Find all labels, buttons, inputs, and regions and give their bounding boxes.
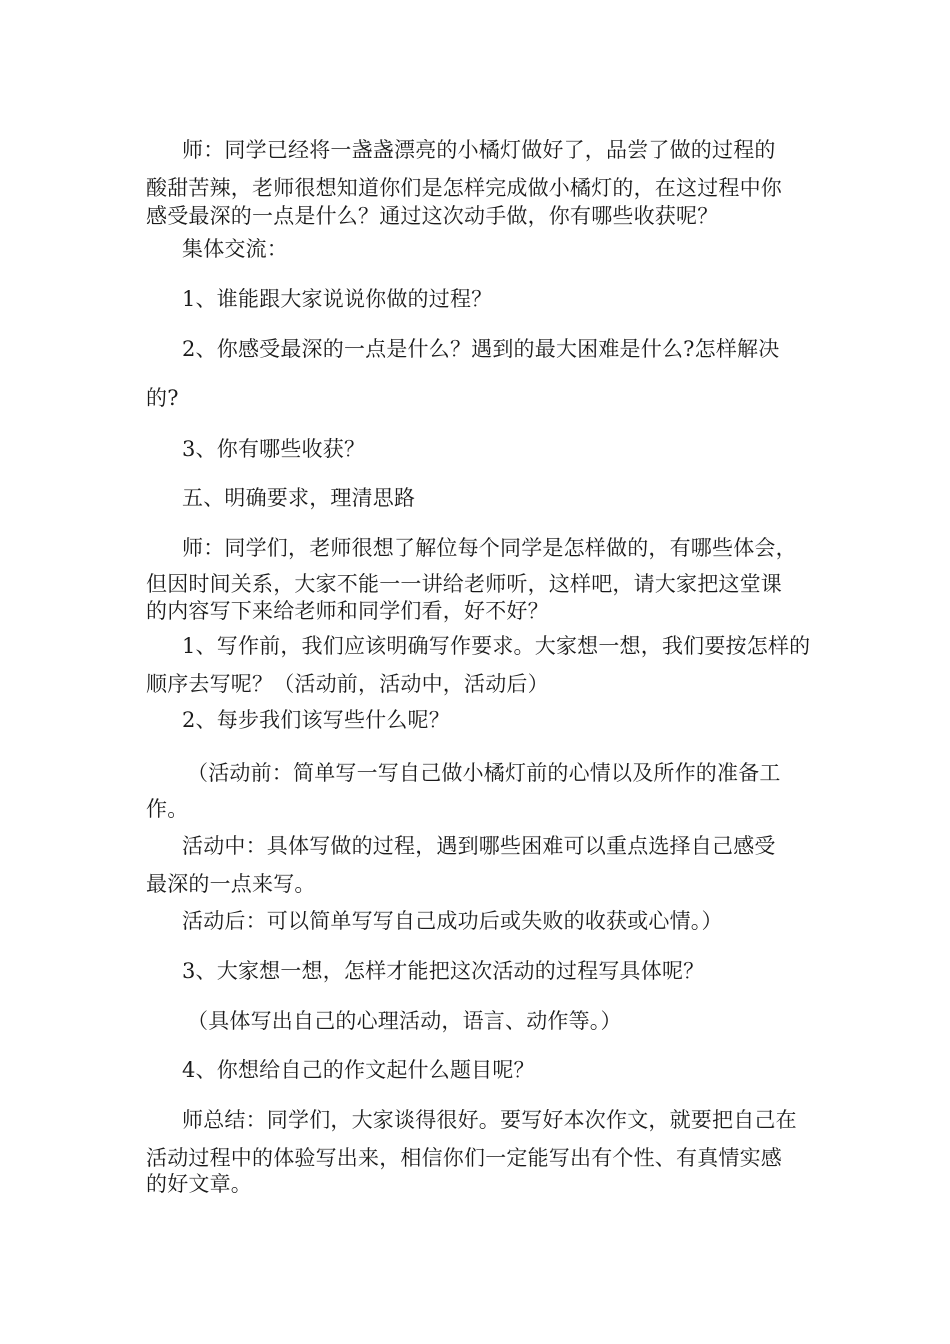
paragraph-8-line-2: 顺序去写呢？（活动前，活动中，活动后） [146,672,549,696]
paragraph-5-line-1: 3、你有哪些收获？ [182,437,366,461]
paragraph-13-line-1: 3、大家想一想，怎样才能把这次活动的过程写具体呢？ [182,959,705,983]
paragraph-2-line-1: 集体交流： [182,237,288,261]
paragraph-12-line-1: 活动后：可以简单写写自己成功后或失败的收获或心情。） [182,909,723,933]
paragraph-4-line-1: 2、你感受最深的一点是什么？遇到的最大困难是什么?怎样解决 [182,337,780,361]
paragraph-16-line-2: 活动过程中的体验写出来，相信你们一定能写出有个性、有真情实感 [146,1146,782,1170]
paragraph-1-line-3: 感受最深的一点是什么？通过这次动手做，你有哪些收获呢？ [146,204,719,228]
section-heading: 五、明确要求，理清思路 [182,486,416,510]
paragraph-15-line-1: 4、你想给自己的作文起什么题目呢？ [182,1058,535,1082]
paragraph-4-line-2: 的? [146,386,179,410]
paragraph-8-line-1: 1、写作前，我们应该明确写作要求。大家想一想，我们要按怎样的 [182,634,811,658]
paragraph-10-line-2: 作。 [146,797,189,821]
paragraph-16-line-1: 师总结：同学们，大家谈得很好。要写好本次作文，就要把自己在 [182,1108,797,1132]
paragraph-9-line-1: 2、每步我们该写些什么呢？ [182,708,450,732]
paragraph-11-line-1: 活动中：具体写做的过程，遇到哪些困难可以重点选择自己感受 [182,834,776,858]
paragraph-7-line-3: 的内容写下来给老师和同学们看，好不好？ [146,599,549,623]
paragraph-16-line-3: 的好文章。 [146,1172,252,1196]
paragraph-7-line-2: 但因时间关系，大家不能一一讲给老师听，这样吧，请大家把这堂课 [146,572,782,596]
paragraph-7-line-1: 师：同学们，老师很想了解位每个同学是怎样做的，有哪些体会， [182,536,797,560]
paragraph-1-line-2: 酸甜苦辣，老师很想知道你们是怎样完成做小橘灯的，在这过程中你 [146,176,782,200]
paragraph-11-line-2: 最深的一点来写。 [146,872,316,896]
paragraph-3-line-1: 1、谁能跟大家说说你做的过程？ [182,287,493,311]
paragraph-10-line-1: （活动前：简单写一写自己做小橘灯前的心情以及所作的准备工 [187,761,781,785]
paragraph-14-line-1: （具体写出自己的心理活动，语言、动作等。） [187,1009,622,1033]
paragraph-1-line-1: 师：同学已经将一盏盏漂亮的小橘灯做好了，品尝了做的过程的 [182,138,776,162]
